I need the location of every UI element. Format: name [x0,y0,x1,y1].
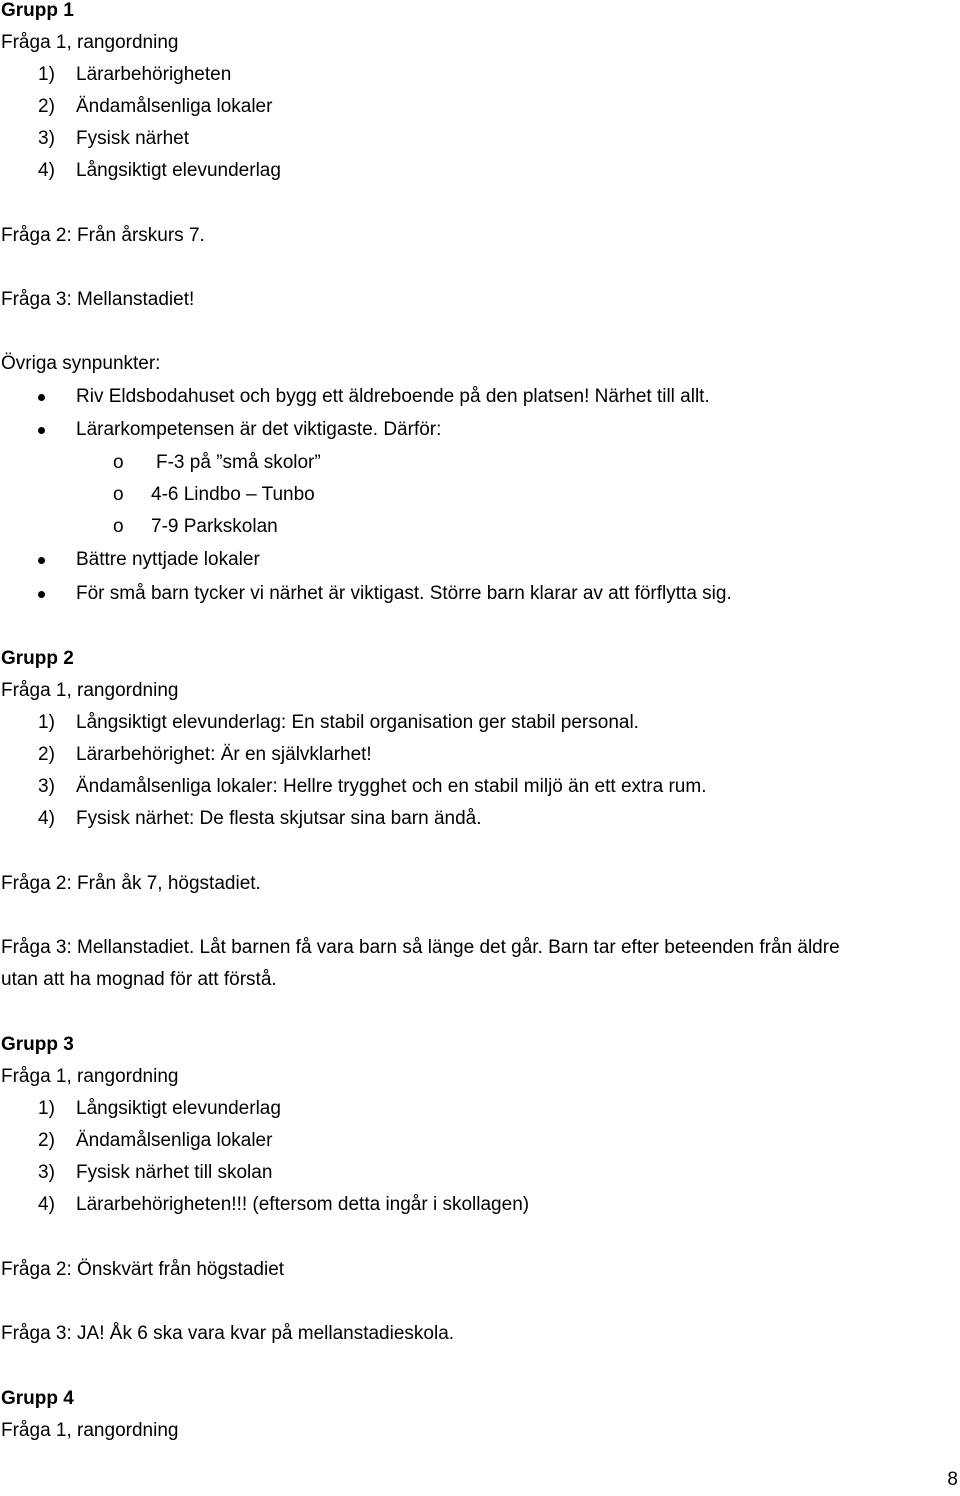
group-3-heading: Grupp 3 [1,1034,74,1055]
list-item-text: Ändamålsenliga lokaler [76,96,273,117]
sub-bullet-text: F-3 på ”små skolor” [156,452,321,473]
list-item-number: 4) [38,1194,55,1215]
group-3-question-2: Fråga 2: Önskvärt från högstadiet [1,1259,285,1280]
bullet-icon [38,557,45,564]
group-3-question-1-label: Fråga 1, rangordning [1,1066,179,1087]
list-item-number: 4) [38,160,55,181]
list-item-number: 2) [38,96,55,117]
bullet-icon [38,591,45,598]
sub-bullet-marker: o [113,484,124,505]
sub-bullet-text: 7-9 Parkskolan [151,516,278,537]
group-1-question-2: Fråga 2: Från årskurs 7. [1,225,205,246]
group-2-question-2: Fråga 2: Från åk 7, högstadiet. [1,873,261,894]
list-item-text: Fysisk närhet [76,128,189,149]
group-1-question-1-label: Fråga 1, rangordning [1,32,179,53]
list-item-number: 3) [38,128,55,149]
bullet-icon [38,427,45,434]
group-4-question-1-label: Fråga 1, rangordning [1,1420,179,1441]
group-2-question-3: Fråga 3: Mellanstadiet. Låt barnen få vara barn så länge det går. Barn tar efter beteenden från äldre [1,937,840,958]
group-2-question-1-label: Fråga 1, rangordning [1,680,179,701]
sub-bullet-marker: o [113,516,124,537]
bullet-item-text: För små barn tycker vi närhet är viktigast. Större barn klarar av att förflytta sig. [76,583,732,604]
list-item-text: Långsiktigt elevunderlag [76,1098,281,1119]
group-1-heading: Grupp 1 [1,0,74,21]
bullet-icon [38,394,45,401]
bullet-item-text: Bättre nyttjade lokaler [76,549,260,570]
list-item-text: Ändamålsenliga lokaler: Hellre trygghet och en stabil miljö än ett extra rum. [76,776,707,797]
list-item-number: 2) [38,744,55,765]
bullet-item-text: Lärarkompetensen är det viktigaste. Därför: [76,419,442,440]
list-item-text: Långsiktigt elevunderlag: En stabil organisation ger stabil personal. [76,712,639,733]
list-item-text: Fysisk närhet: De flesta skjutsar sina barn ändå. [76,808,482,829]
list-item-text: Lärarbehörigheten [76,64,232,85]
list-item-number: 3) [38,1162,55,1183]
group-3-question-3: Fråga 3: JA! Åk 6 ska vara kvar på mellanstadieskola. [1,1323,455,1344]
group-2-question-3-continued: utan att ha mognad för att förstå. [1,969,277,990]
page-number: 8 [947,1469,958,1490]
list-item-number: 3) [38,776,55,797]
bullet-item-text: Riv Eldsbodahuset och bygg ett äldreboende på den platsen! Närhet till allt. [76,386,710,407]
list-item-number: 1) [38,712,55,733]
other-comments-label: Övriga synpunkter: [1,353,161,374]
list-item-number: 1) [38,1098,55,1119]
list-item-text: Lärarbehörigheten!!! (eftersom detta ingår i skollagen) [76,1194,530,1215]
sub-bullet-marker: o [113,452,124,473]
list-item-number: 1) [38,64,55,85]
group-4-heading: Grupp 4 [1,1388,74,1409]
sub-bullet-text: 4-6 Lindbo – Tunbo [151,484,315,505]
list-item-text: Ändamålsenliga lokaler [76,1130,273,1151]
group-1-question-3: Fråga 3: Mellanstadiet! [1,289,195,310]
list-item-text: Långsiktigt elevunderlag [76,160,281,181]
group-2-heading: Grupp 2 [1,648,74,669]
list-item-number: 4) [38,808,55,829]
list-item-text: Fysisk närhet till skolan [76,1162,273,1183]
list-item-number: 2) [38,1130,55,1151]
list-item-text: Lärarbehörighet: Är en självklarhet! [76,744,372,765]
